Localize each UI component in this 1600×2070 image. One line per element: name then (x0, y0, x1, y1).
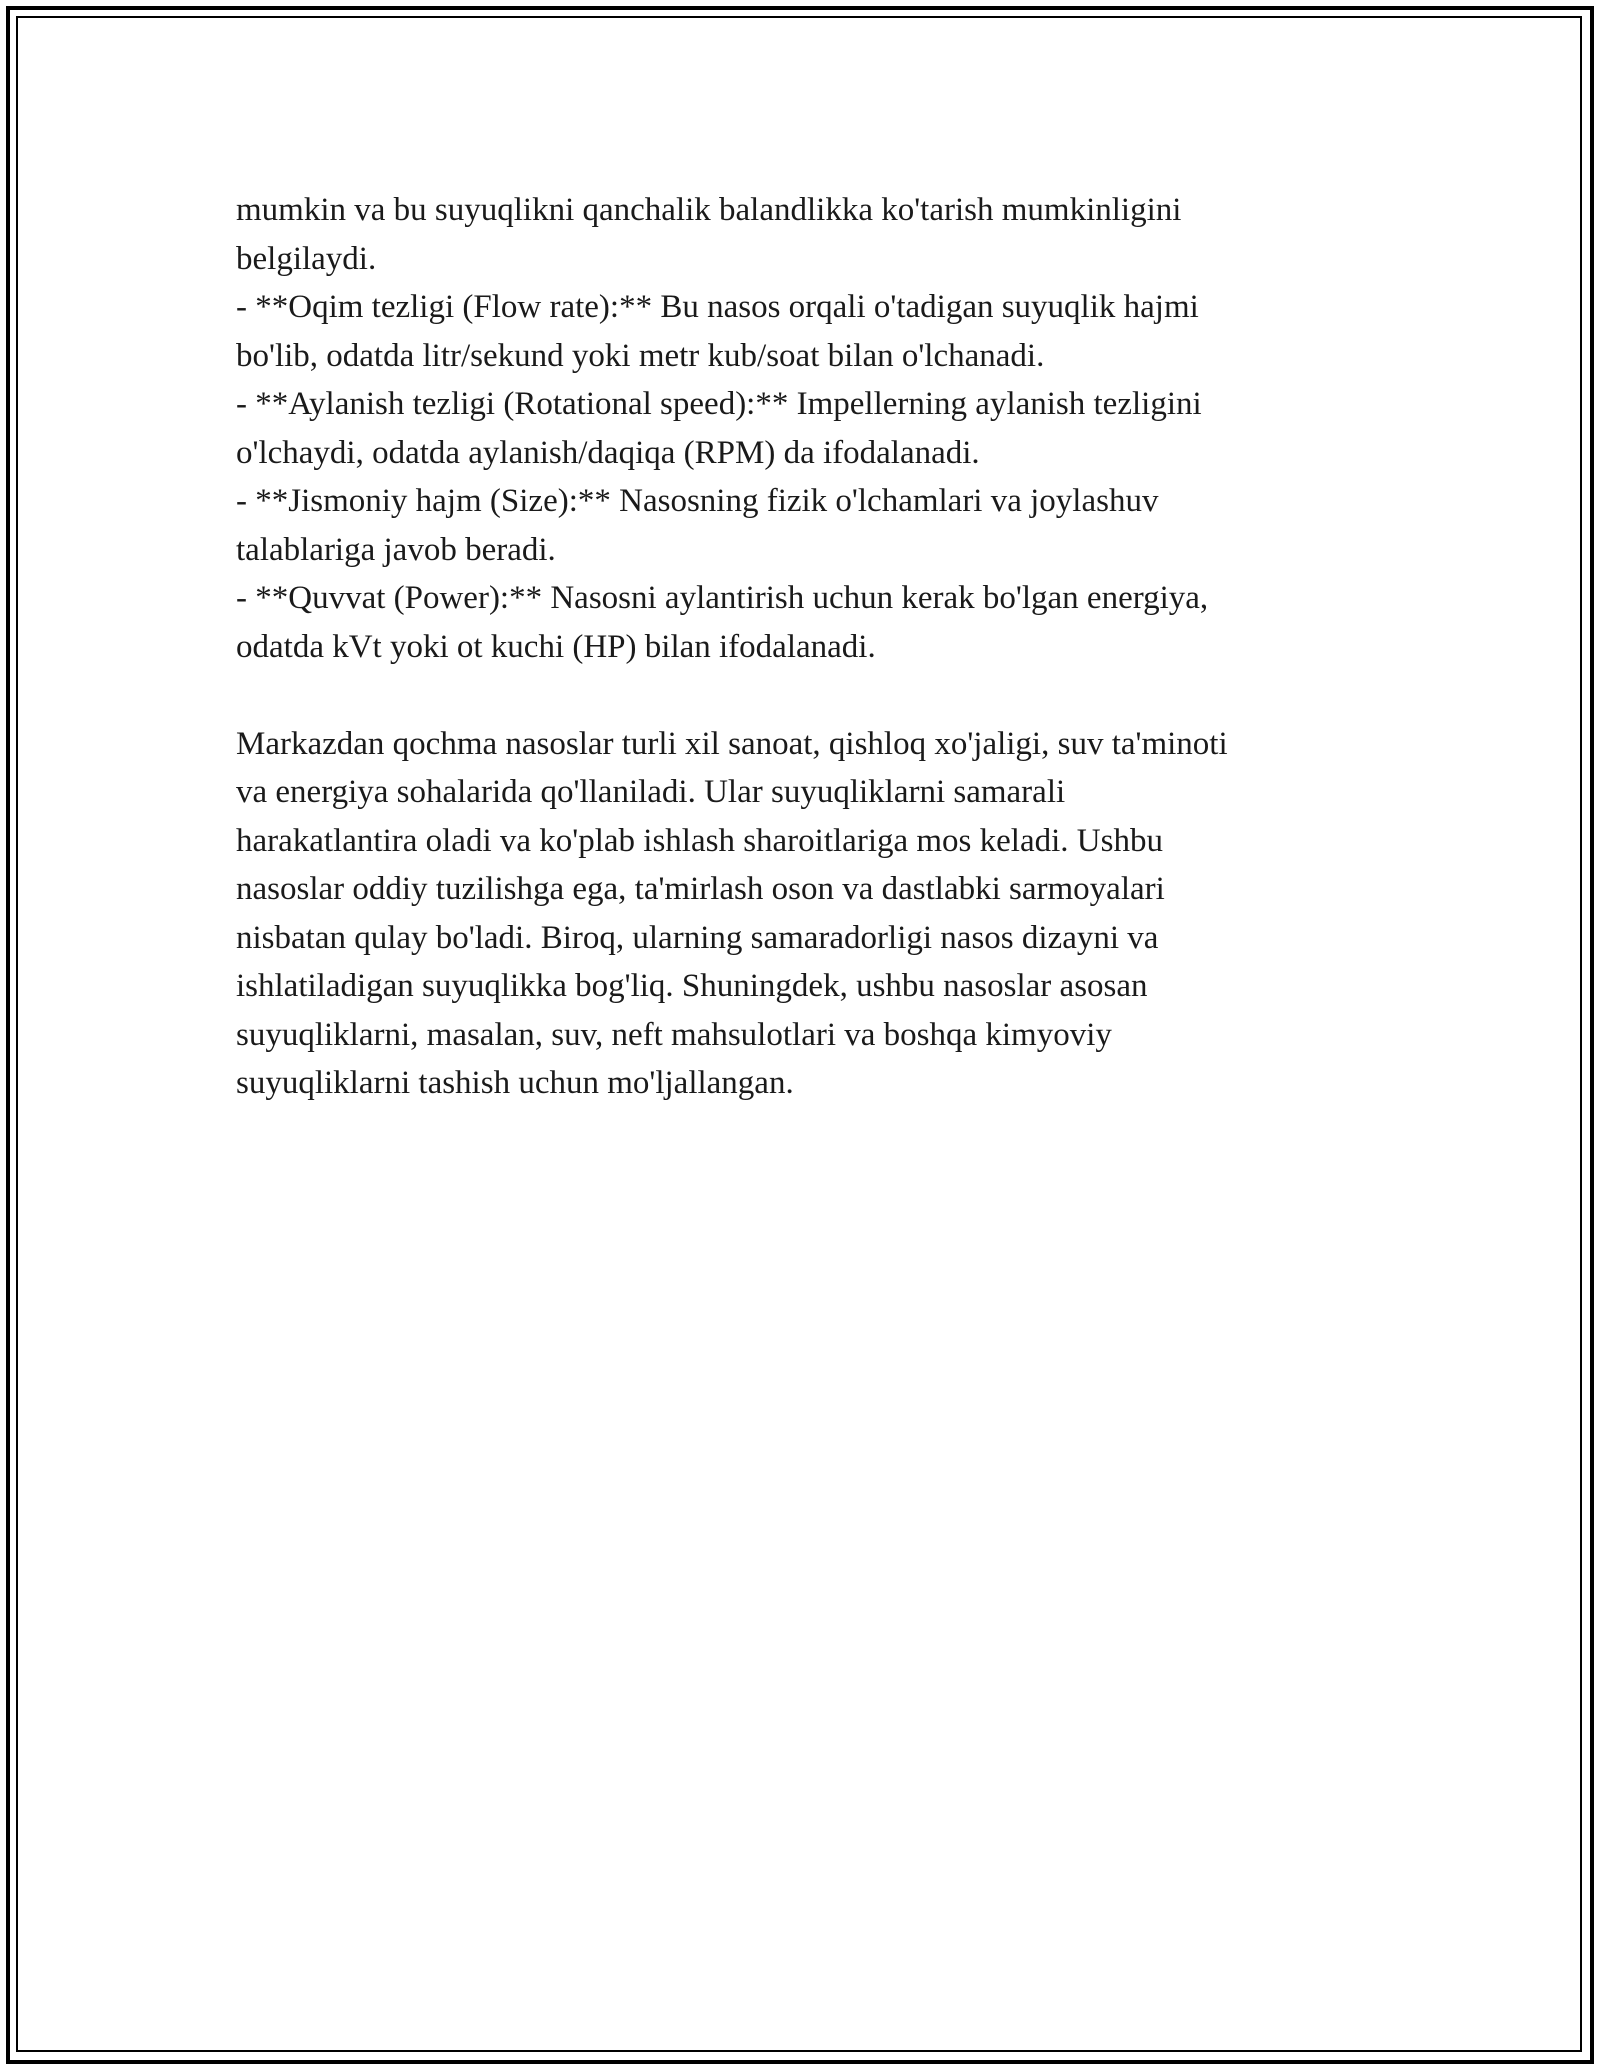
paragraph-line: harakatlantira oladi va ko'plab ishlash sharoitlariga mos keladi. Ushbu (236, 822, 1163, 859)
list-item-line: odatda kVt yoki ot kuchi (HP) bilan ifodalanadi. (236, 628, 876, 665)
list-item-line: talablariga javob beradi. (236, 531, 556, 568)
list-item-line: - **Aylanish tezligi (Rotational speed):** Impellerning aylanish tezligini (236, 386, 1202, 422)
list-item-line: o'lchaydi, odatda aylanish/daqiqa (RPM) da ifodalanadi. (236, 434, 980, 471)
paragraph-line: Markazdan qochma nasoslar turli xil sanoat, qishloq xo'jaligi, suv ta'minoti (236, 725, 1228, 762)
list-item (236, 477, 1366, 574)
paragraph-line: ishlatiladigan suyuqlikka bog'liq. Shuningdek, ushbu nasoslar asosan (236, 968, 1148, 1004)
paragraph-line: nisbatan qulay bo'ladi. Biroq, ularning samaradorligi nasos dizayni va (236, 919, 1159, 956)
text-line: mumkin va bu suyuqlikni qanchalik balandlikka ko'tarish mumkinligini (236, 192, 1182, 228)
continuation-text (236, 186, 1366, 283)
text-line: belgilaydi. (236, 240, 377, 277)
paragraph-line: suyuqliklarni tashish uchun mo'ljallangan. (236, 1065, 794, 1101)
document-body (236, 186, 1366, 1108)
list-item (236, 380, 1366, 477)
list-item-line: - **Oqim tezligi (Flow rate):** Bu nasos orqali o'tadigan suyuqlik hajmi (236, 289, 1199, 325)
paragraph (236, 720, 1366, 1108)
paragraph-spacer (236, 671, 1366, 720)
paragraph-line: va energiya sohalarida qo'llaniladi. Ular suyuqliklarni samarali (236, 774, 1066, 810)
list-item-line: bo'lib, odatda litr/sekund yoki metr kub/soat bilan o'lchanadi. (236, 337, 1045, 374)
list-item-line: - **Quvvat (Power):** Nasosni aylantirish uchun kerak bo'lgan energiya, (236, 580, 1209, 616)
list-item-line: - **Jismoniy hajm (Size):** Nasosning fizik o'lchamlari va joylashuv (236, 483, 1159, 519)
list-item (236, 283, 1366, 380)
list-item (236, 574, 1366, 671)
paragraph-line: suyuqliklarni, masalan, suv, neft mahsulotlari va boshqa kimyoviy (236, 1016, 1112, 1053)
paragraph-line: nasoslar oddiy tuzilishga ega, ta'mirlash oson va dastlabki sarmoyalari (236, 871, 1165, 907)
